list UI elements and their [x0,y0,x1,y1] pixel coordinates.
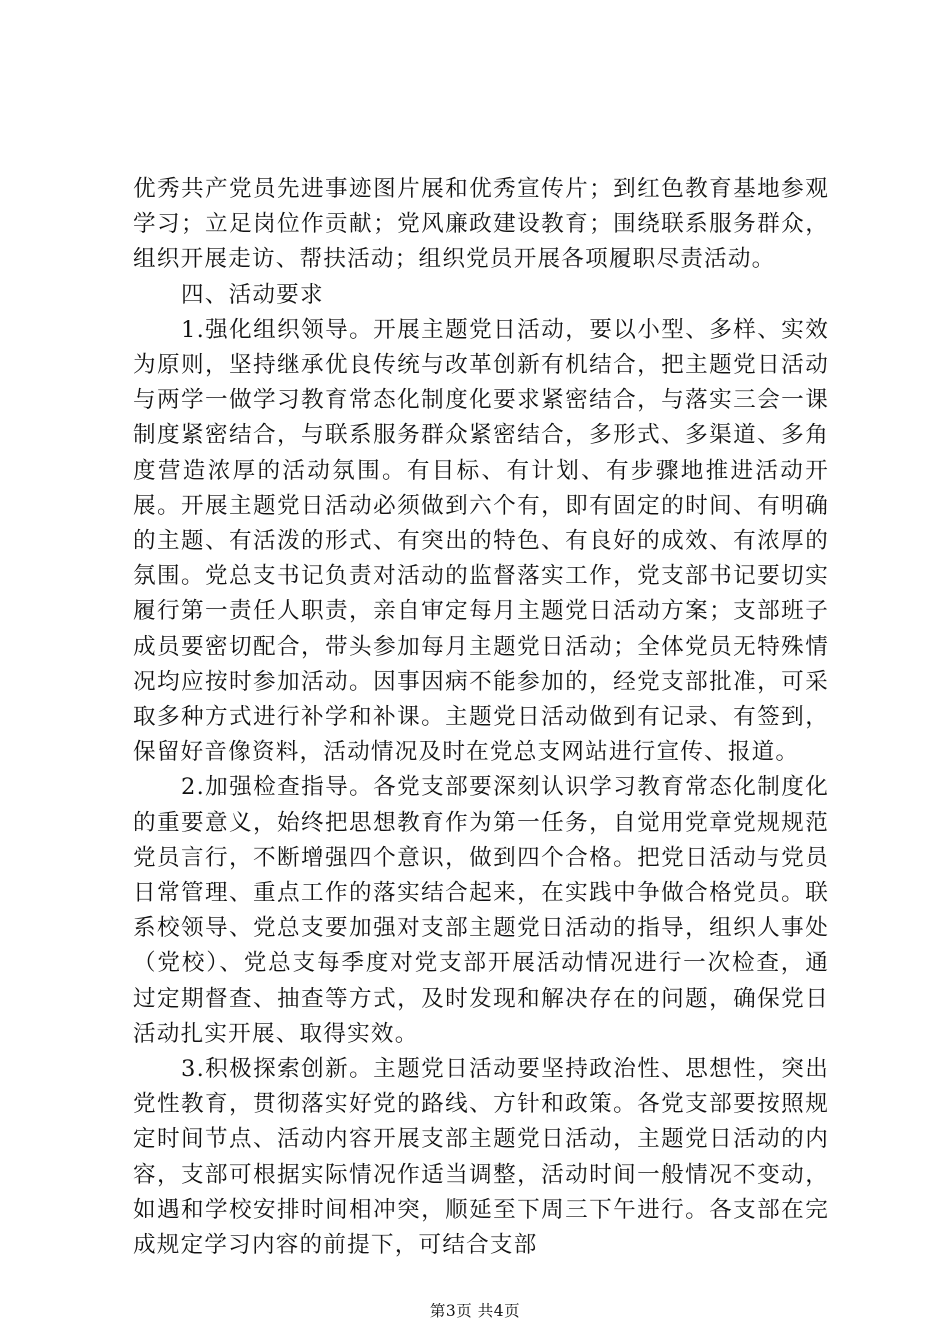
paragraph-inspection-guidance: 2.加强检查指导。各党支部要深刻认识学习教育常态化制度化的重要意义，始终把思想教育作为第一任务，自觉用党章党规规范党员言行，不断增强四个意识，做到四个合格。把党日活动与党员日常管理、重点工作的落实结合起来，在实践中争做合格党员。联系校领导、党总支要加强对支部主题党日活动的指导，组织人事处（党校）、党总支每季度对党支部开展活动情况进行一次检查，通过定期督查、抽查等方式，及时发现和解决存在的问题，确保党日活动扎实开展、取得实效。 [133,774,829,1047]
page-number-footer: 第3页 共4页 [429,1302,521,1320]
paragraph-continuation: 优秀共产党员先进事迹图片展和优秀宣传片；到红色教育基地参观学习；立足岗位作贡献；党风廉政建设教育；围绕联系服务群众，组织开展走访、帮扶活动；组织党员开展各项履职尽责活动。 [133,176,829,273]
paragraph-strengthen-leadership: 1.强化组织领导。开展主题党日活动，要以小型、多样、实效为原则，坚持继承优良传统与改革创新有机结合，把主题党日活动与两学一做学习教育常态化制度化要求紧密结合，与落实三会一课制度紧密结合，与联系服务群众紧密结合，多形式、多渠道、多角度营造浓厚的活动氛围。有目标、有计划、有步骤地推进活动开展。开展主题党日活动必须做到六个有，即有固定的时间、有明确的主题、有活泼的形式、有突出的特色、有良好的成效、有浓厚的氛围。党总支书记负责对活动的监督落实工作，党支部书记要切实履行第一责任人职责，亲自审定每月主题党日活动方案；支部班子成员要密切配合，带头参加每月主题党日活动；全体党员无特殊情况均应按时参加活动。因事因病不能参加的，经党支部批准，可采取多种方式进行补学和补课。主题党日活动做到有记录、有签到，保留好音像资料，活动情况及时在党总支网站进行宣传、报道。 [133,316,829,766]
paragraph-explore-innovation: 3.积极探索创新。主题党日活动要坚持政治性、思想性，突出党性教育，贯彻落实好党的路线、方针和政策。各党支部要按照规定时间节点、活动内容开展支部主题党日活动，主题党日活动的内容，支部可根据实际情况作适当调整，活动时间一般情况不变动，如遇和学校安排时间相冲突，顺延至下周三下午进行。各支部在完成规定学习内容的前提下，可结合支部 [133,1056,829,1259]
section-heading-activity-requirements: 四、活动要求 [181,281,324,308]
document-body [133,172,829,1263]
